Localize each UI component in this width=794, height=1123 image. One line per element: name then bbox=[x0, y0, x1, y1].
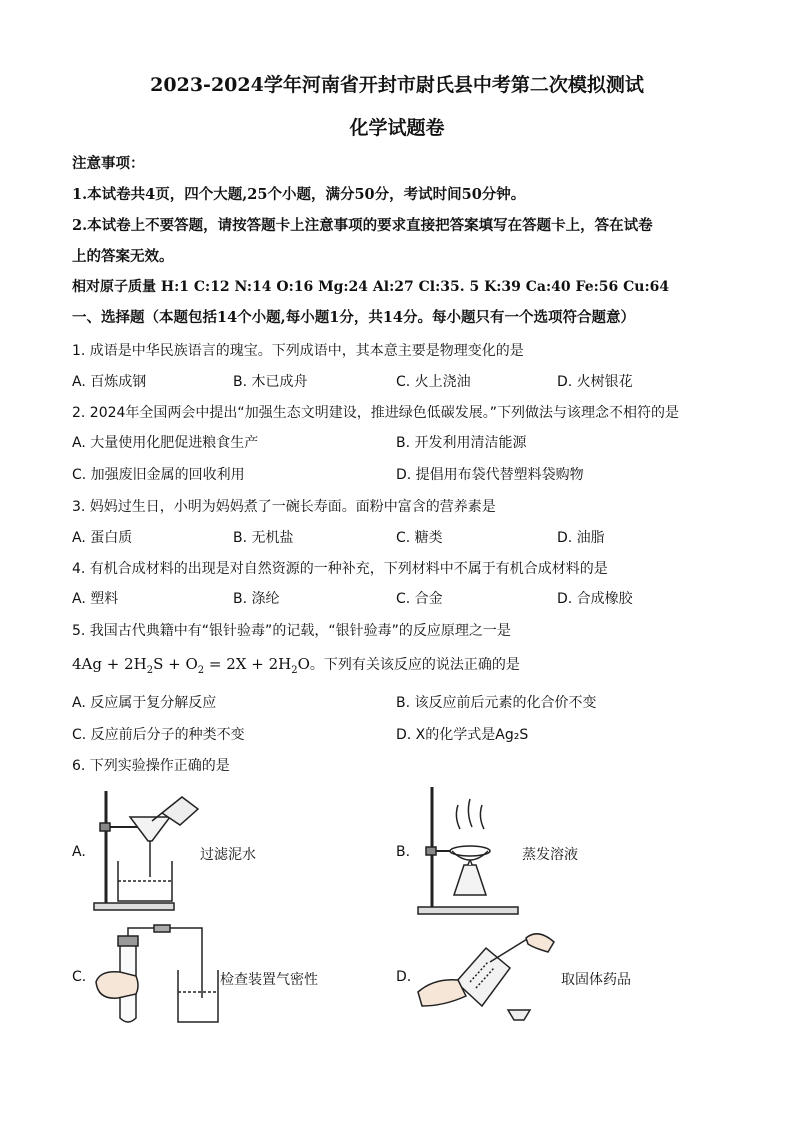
q3-option-a: A. 蛋白质 bbox=[72, 530, 133, 546]
q5-option-d: D. X的化学式是Ag₂S bbox=[396, 727, 529, 743]
q2-stem: 2. 2024年全国两会中提出“加强生态文明建设，推进绿色低碳发展。”下列做法与该理念不相符的是 bbox=[72, 405, 679, 421]
q6-stem: 6. 下列实验操作正确的是 bbox=[72, 758, 230, 774]
q5-option-b: B. 该反应前后元素的化合价不变 bbox=[396, 695, 597, 711]
q5-stem: 5. 我国古代典籍中有“银针验毒”的记载，“银针验毒”的反应原理之一是 bbox=[72, 623, 511, 639]
evaporation-apparatus-figure bbox=[414, 785, 524, 917]
q1-option-c: C. 火上浇油 bbox=[396, 374, 471, 390]
q2-option-c: C. 加强废旧金属的回收利用 bbox=[72, 467, 245, 483]
atomic-mass-line: 相对原子质量 H:1 C:12 N:14 O:16 Mg:24 Al:27 Cl:35. 5 K:39 Ca:40 Fe:56 Cu:64 bbox=[72, 279, 670, 295]
q3-option-c: C. 糖类 bbox=[396, 530, 443, 546]
notes-line-1: 1.本试卷共4页，四个大题,25个小题，满分50分，考试时间50分钟。 bbox=[72, 186, 526, 203]
notes-line-2a: 2.本试卷上不要答题，请按答题卡上注意事项的要求直接把答案填写在答题卡上，答在试卷 bbox=[72, 217, 653, 234]
q6-option-d-label: 取固体药品 bbox=[561, 972, 631, 988]
notes-line-2b: 上的答案无效。 bbox=[72, 248, 174, 265]
q6-option-c-label: 检查装置气密性 bbox=[220, 972, 318, 988]
page-subtitle: 化学试题卷 bbox=[349, 117, 445, 139]
filtration-apparatus-figure bbox=[88, 785, 200, 915]
q6-option-d-letter: D. bbox=[396, 969, 412, 985]
airtightness-apparatus-figure bbox=[90, 922, 222, 1028]
q6-option-a-label: 过滤泥水 bbox=[200, 847, 256, 863]
q4-option-d: D. 合成橡胶 bbox=[557, 591, 633, 607]
q1-option-d: D. 火树银花 bbox=[557, 374, 633, 390]
q6-option-a-letter: A. bbox=[72, 844, 86, 860]
q6-option-c-letter: C. bbox=[72, 969, 87, 985]
q3-option-b: B. 无机盐 bbox=[233, 530, 294, 546]
q6-option-b-letter: B. bbox=[396, 844, 411, 860]
solid-reagent-figure bbox=[414, 922, 560, 1026]
q3-option-d: D. 油脂 bbox=[557, 530, 605, 546]
q2-option-d: D. 提倡用布袋代替塑料袋购物 bbox=[396, 467, 584, 483]
q5-option-c: C. 反应前后分子的种类不变 bbox=[72, 727, 245, 743]
q1-stem: 1. 成语是中华民族语言的瑰宝。下列成语中，其本意主要是物理变化的是 bbox=[72, 343, 524, 359]
q4-option-a: A. 塑料 bbox=[72, 591, 119, 607]
q2-option-b: B. 开发利用清洁能源 bbox=[396, 435, 527, 451]
q4-option-b: B. 涤纶 bbox=[233, 591, 280, 607]
section-1-heading: 一、选择题（本题包括14个小题,每小题1分，共14分。每小题只有一个选项符合题意） bbox=[72, 309, 635, 326]
notes-heading: 注意事项： bbox=[72, 155, 145, 172]
q1-option-a: A. 百炼成钢 bbox=[72, 374, 147, 390]
q5-equation-tail: 。下列有关该反应的说法正确的是 bbox=[309, 657, 520, 673]
q5-equation-line bbox=[72, 654, 520, 676]
page-title: 2023-2024学年河南省开封市尉氏县中考第二次模拟测试 bbox=[150, 74, 644, 96]
q2-option-a: A. 大量使用化肥促进粮食生产 bbox=[72, 435, 259, 451]
q6-option-b-label: 蒸发溶液 bbox=[522, 847, 578, 863]
q4-option-c: C. 合金 bbox=[396, 591, 443, 607]
q4-stem: 4. 有机合成材料的出现是对自然资源的一种补充，下列材料中不属于有机合成材料的是 bbox=[72, 561, 608, 577]
q3-stem: 3. 妈妈过生日，小明为妈妈煮了一碗长寿面。面粉中富含的营养素是 bbox=[72, 499, 496, 515]
q5-option-a: A. 反应属于复分解反应 bbox=[72, 695, 217, 711]
q1-option-b: B. 木已成舟 bbox=[233, 374, 308, 390]
q5-equation: $4Ag + 2H_2S + O_2 = 2X + 2H_2O$ bbox=[72, 655, 310, 676]
